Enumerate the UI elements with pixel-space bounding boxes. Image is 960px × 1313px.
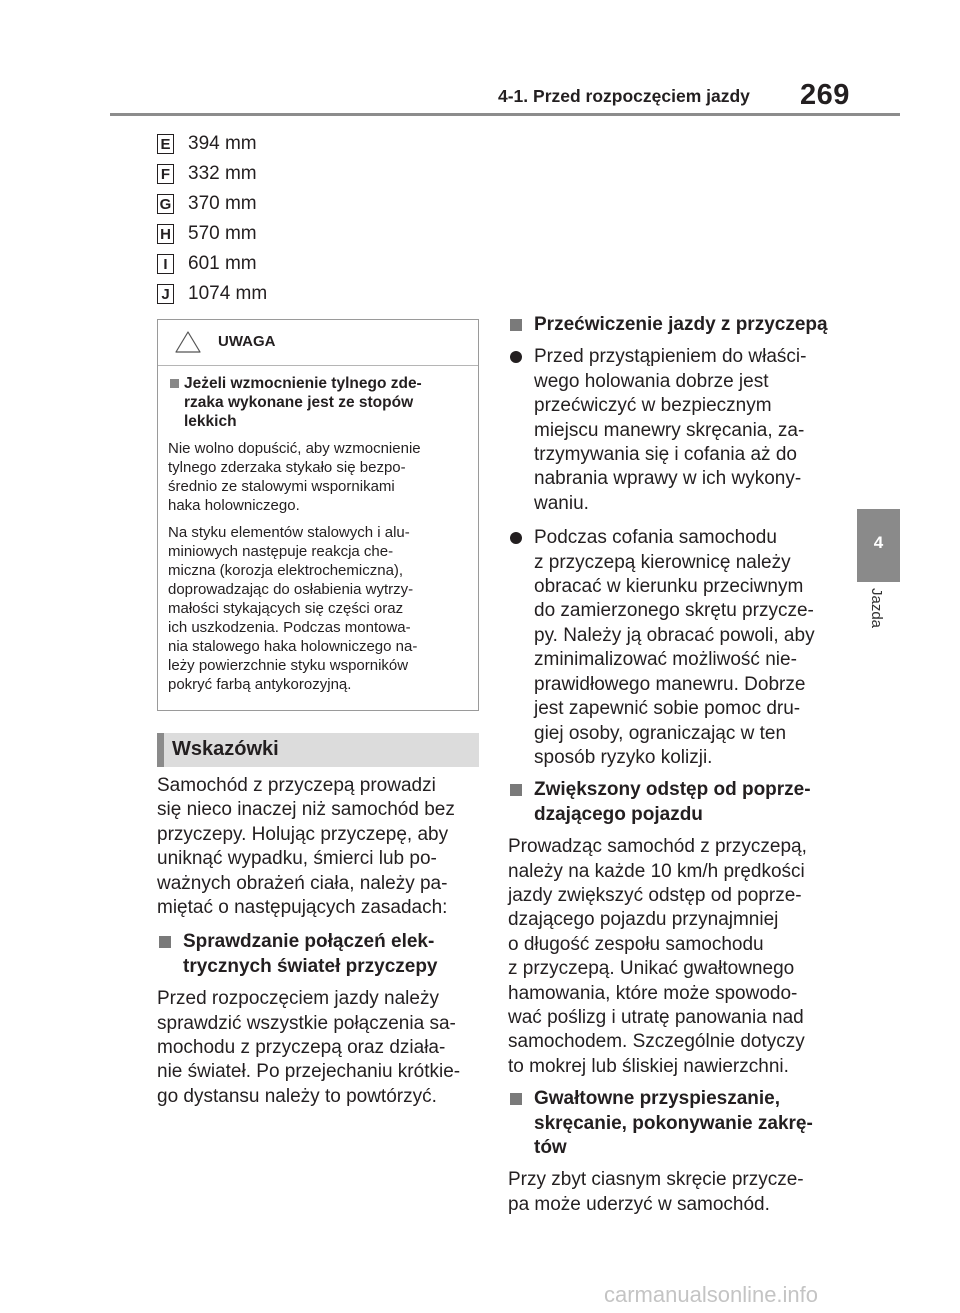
dimension-value: 601 mm: [188, 253, 257, 274]
chapter-label: Jazda: [868, 588, 885, 629]
dimension-item: [157, 159, 267, 189]
page-number: 269: [800, 79, 850, 111]
dimension-item: [157, 279, 267, 309]
dimension-letter: F: [157, 164, 174, 184]
warning-box: [157, 319, 479, 711]
dimension-letter: I: [157, 254, 174, 274]
chapter-tab[interactable]: [857, 509, 900, 582]
lights-paragraph: Przed rozpoczęciem jazdy należy sprawdzić wszystkie połączenia sa- mochodu z przyczepą oraz działa- nie świateł. Po przejechaniu krótkie- go dystansu należy to powtórzyć.: [157, 988, 461, 1107]
warning-triangle-icon: [174, 330, 202, 354]
right-column: [508, 313, 838, 1217]
warning-paragraph: Na styku elementów stalowych i alu- miniowych następuje reakcja che- miczna (korozja elektrochemiczna), doprowadzając do osłabienia wytrzy- małości stykających się części oraz ich uszkodzenia. Podczas montowa- nia stalowego haka holowniczego na- leży powierzchnie styku wsporników pokryć farbą antykorozyjną.: [168, 524, 418, 693]
tips-title: Wskazówki: [172, 738, 279, 760]
subheading-distance: [508, 778, 838, 827]
square-bullet-icon: [510, 784, 522, 796]
chapter-number: 4: [873, 533, 884, 552]
warning-subheading: [166, 374, 466, 431]
dimension-item: [157, 189, 267, 219]
distance-paragraph: Prowadząc samochód z przyczepą, należy na każde 10 km/h prędkości jazdy zwiększyć odstęp od poprze- dzającego pojazdu przynajmniej o długość zespołu samochodu z przyczepą. Unikać gwałtownego hamowania, które może spowodo- wać poślizg i utratę panowania nad samochodem. Szczególnie dotyczy to mokrej lub śliskiej nawierzchni.: [508, 836, 807, 1077]
dimension-value: 370 mm: [188, 193, 257, 214]
bullet-item: [508, 526, 838, 770]
square-bullet-icon: [510, 319, 522, 331]
subheading-lights: [157, 930, 487, 979]
warning-header: [158, 320, 478, 366]
warning-title: UWAGA: [218, 333, 276, 350]
tips-intro: Samochód z przyczepą prowadzi się nieco inaczej niż samochód bez przyczepy. Holując przyczepę, aby uniknąć wypadku, śmierci lub po- ważnych obrażeń ciała, należy pa- miętać o następujących zasadach:: [157, 775, 455, 919]
round-bullet-icon: [510, 351, 522, 363]
page-header: [0, 0, 960, 116]
bullet-item: [508, 345, 838, 516]
square-bullet-icon: [510, 1093, 522, 1105]
header-rule: [110, 113, 900, 116]
dimension-letter: G: [157, 194, 174, 214]
dimension-item: [157, 249, 267, 279]
bullet-text: Podczas cofania samochodu z przyczepą kierownicę należy obracać w kierunku przeciwnym do zamierzonego skrętu przycze- py. Należy ją obracać powoli, aby zminimalizować możliwość nie- prawidłowego manewru. Dobrze jest zapewnić sobie pomoc dru- giej osoby, ograniczając w ten sposób ryzyko kolizji.: [534, 527, 815, 768]
subheading-acceleration: [508, 1087, 838, 1160]
subheading-text: Sprawdzanie połączeń elek- trycznych świateł przyczepy: [183, 931, 438, 977]
subheading-practice: [508, 313, 838, 337]
dimension-letter: E: [157, 134, 174, 154]
left-column: [157, 774, 487, 1109]
section-title: 4-1. Przed rozpoczęciem jazdy: [498, 86, 750, 106]
tips-heading-bar: [157, 733, 479, 767]
dimension-letter: J: [157, 284, 174, 304]
subheading-text: Gwałtowne przyspieszanie, skręcanie, pokonywanie zakrę- tów: [534, 1088, 813, 1158]
round-bullet-icon: [510, 532, 522, 544]
bullet-text: Przed przystąpieniem do właści- wego holowania dobrze jest przećwiczyć w bezpiecznym miejscu manewry skręcania, za- trzymywania się i cofania aż do nabrania wprawy w ich wykony- waniu.: [534, 346, 807, 514]
dimension-value: 1074 mm: [188, 283, 268, 304]
dimension-letter: H: [157, 224, 174, 244]
tips-bar-accent: [157, 733, 164, 767]
dimension-value: 570 mm: [188, 223, 257, 244]
warning-subheading-text: Jeżeli wzmocnienie tylnego zde- rzaka wykonane jest ze stopów lekkich: [184, 375, 422, 430]
dimension-list: [157, 129, 267, 309]
square-bullet-icon: [170, 379, 179, 388]
watermark: carmanualsonline.info: [604, 1282, 819, 1307]
dimension-item: [157, 129, 267, 159]
dimension-value: 332 mm: [188, 163, 257, 184]
dimension-value: 394 mm: [188, 133, 257, 154]
subheading-text: Zwiększony odstęp od poprze- dzającego pojazdu: [534, 779, 811, 825]
square-bullet-icon: [159, 936, 171, 948]
acceleration-paragraph: Przy zbyt ciasnym skręcie przycze- pa może uderzyć w samochód.: [508, 1169, 804, 1215]
subheading-text: Przećwiczenie jazdy z przyczepą: [534, 314, 828, 335]
dimension-item: [157, 219, 267, 249]
warning-paragraph: Nie wolno dopuścić, aby wzmocnienie tylnego zderzaka stykało się bezpo- średnio ze stalowymi wspornikami haka holowniczego.: [168, 440, 421, 514]
